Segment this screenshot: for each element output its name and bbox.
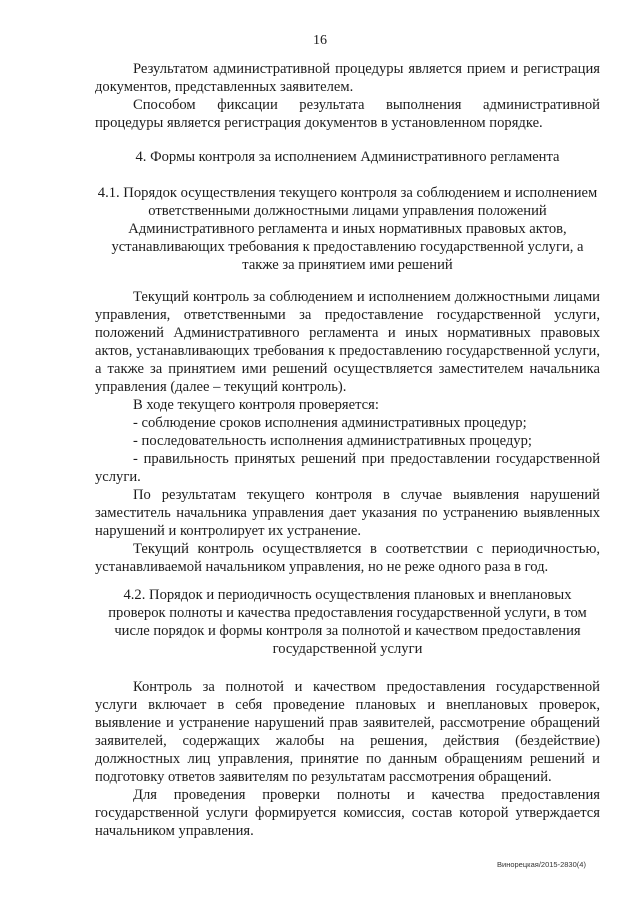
intro-paragraph-2: Способом фиксации результата выполнения административной процедуры является регистрация документов в установленном порядке. [95, 97, 600, 131]
section-4-1-paragraph-4: Текущий контроль осуществляется в соответствии с периодичностью, устанавливаемой начальником управления, но не реже одного раза в год. [95, 541, 600, 575]
section-4-1-body [95, 288, 600, 576]
section-4-1-title: 4.1. Порядок осуществления текущего контроля за соблюдением и исполнением ответственными должностными лицами управления положений Административного регламента и иных нормативных правовых актов, устанавливающих требования к предоставлению государственной услуги, а также за принятием ими решений [97, 185, 598, 273]
check-item-sequence: - последовательность исполнения административных процедур; [133, 433, 532, 449]
section-4-2-body [95, 678, 600, 840]
section-4-1-heading-block [95, 184, 600, 274]
document-code-footer: Винорецкая/2015-2830(4) [497, 860, 586, 869]
section-4-2-heading-block [95, 586, 600, 658]
page-number: 16 [313, 33, 327, 48]
check-item-deadlines: - соблюдение сроков исполнения административных процедур; [133, 415, 527, 431]
section-4-1-paragraph-2: В ходе текущего контроля проверяется: [133, 397, 379, 413]
section-4-1-paragraph-3: По результатам текущего контроля в случае выявления нарушений заместитель начальника управления дает указания по устранению выявленных нарушений и контролирует их устранение. [95, 487, 600, 539]
check-item-correctness: - правильность принятых решений при предоставлении государственной услуги. [95, 451, 600, 485]
section-4-1-paragraph-1: Текущий контроль за соблюдением и исполнением должностными лицами управления, ответственными за предоставление государственной услуги, положений Административного регламента и иных нормативных правовых актов, устанавливающих требования к предоставлению государственной услуги, а также за принятием ими решений осуществляется заместителем начальника управления (далее – текущий контроль). [95, 289, 600, 395]
intro-paragraph-1: Результатом административной процедуры является прием и регистрация документов, представленных заявителем. [95, 61, 600, 95]
section-4-2-paragraph-1: Контроль за полнотой и качеством предоставления государственной услуги включает в себя проведение плановых и внеплановых проверок, выявление и устранение нарушений прав заявителей, рассмотрение обращений заявителей, содержащих жалобы на решения, действия (бездействие) должностных лиц управления, принятие по данным обращениям решений и подготовку ответов заявителям по результатам рассмотрения обращений. [95, 679, 600, 785]
section-4-heading-block [95, 148, 600, 166]
section-4-title: 4. Формы контроля за исполнением Административного регламента [135, 149, 560, 165]
section-4-2-title: 4.2. Порядок и периодичность осуществления плановых и внеплановых проверок полноты и качества предоставления государственной услуги, в том числе порядок и формы контроля за полнотой и качеством предоставления государственной услуги [108, 587, 587, 657]
section-4-2-paragraph-2: Для проведения проверки полноты и качества предоставления государственной услуги формируется комиссия, состав которой утверждается начальником управления. [95, 787, 600, 839]
intro-block [95, 60, 600, 132]
